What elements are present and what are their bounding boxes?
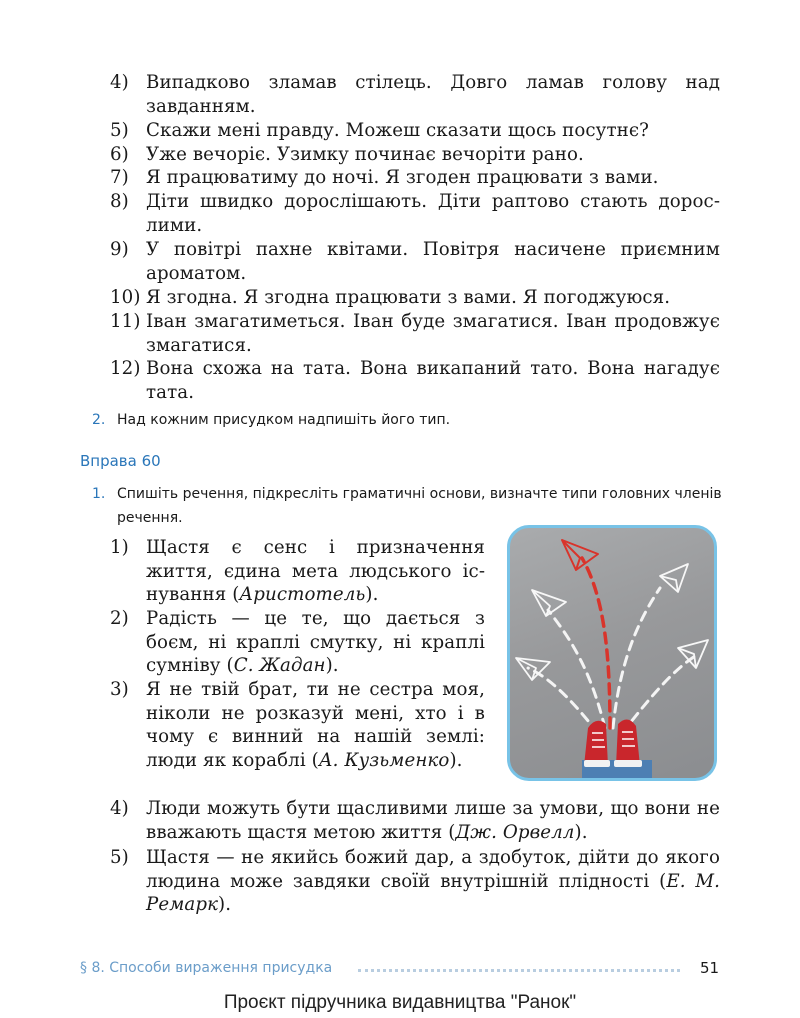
list-item-12: 12) Вона схожа на тата. Вона викапаний тато. Вона нагадує тата. [110, 358, 720, 403]
list-item-5: 5) Скажи мені правду. Можеш сказати щось посутнє? [110, 120, 649, 141]
quote-item-5: 5) Щастя — не якийсь божий дар, а здобуток, дійти до якого людина може завдяки своїй внутрішній плідності (Е. М. Ремарк). [110, 847, 720, 915]
list-item-11: 11) Іван змагатиметься. Іван буде змагатися. Іван продовжує змагатися. [110, 311, 720, 356]
quote-author: С. Жадан [233, 655, 326, 676]
paper-planes-illustration [510, 528, 714, 778]
list-item-6: 6) Уже вечоріє. Узимку починає вечоріти рано. [110, 144, 584, 165]
list-item-7: 7) Я працюватиму до ночі. Я згоден працювати з вами. [110, 167, 659, 188]
footer-dotted-divider [358, 969, 680, 972]
quote-author: Е. М. Ремарк [146, 870, 720, 915]
quote-item-1: 1) Щастя є сенс і призначення життя, єдина мета людського існування (Аристотель). [110, 537, 485, 605]
quote-author: А. Кузьменко [318, 749, 450, 771]
quote-item-4: 4) Люди можуть бути щасливими лише за умови, що вони не вважають щастя метою життя (Дж. Орвелл). [110, 798, 720, 843]
page-number: 51 [700, 959, 720, 977]
quote-author: Дж. Орвелл [455, 821, 575, 843]
list-item-8: 8) Діти швидко дорослішають. Діти раптово стають дорослими. [110, 191, 720, 236]
list-item-10: 10) Я згодна. Я згодна працювати з вами. Я погоджуюся. [110, 287, 671, 308]
quote-item-2: 2) Радість — це те, що дається з боєм, ні краплі смутку, ні краплі сумніву (С. Жадан). [110, 608, 485, 676]
task-2: 2. Над кожним присудком надпишіть його тип. [92, 412, 451, 428]
list-item-9: 9) У повітрі пахне квітами. Повітря насичене приємним ароматом. [110, 239, 720, 284]
footer-section-title: § 8. Способи вираження присудка [80, 960, 333, 976]
exercise-title: Вправа 60 [80, 452, 161, 470]
quote-item-3: 3) Я не твій брат, ти не сестра моя, ніколи не розказуй мені, хто і в чому є винний на нашій землі: люди як кораблі (А. Кузьменко). [110, 679, 485, 771]
publisher-watermark: Проєкт підручника видавництва "Ранок" [223, 992, 577, 1013]
paper-planes-photo [507, 525, 717, 781]
list-item-4: 4) Випадково зламав стілець. Довго ламав голову над завданням. [110, 72, 720, 117]
quote-author: Аристотель [239, 584, 366, 605]
task-1: 1. Спишіть речення, підкресліть граматичні основи, визначте типи головних членів речення. [92, 486, 722, 526]
